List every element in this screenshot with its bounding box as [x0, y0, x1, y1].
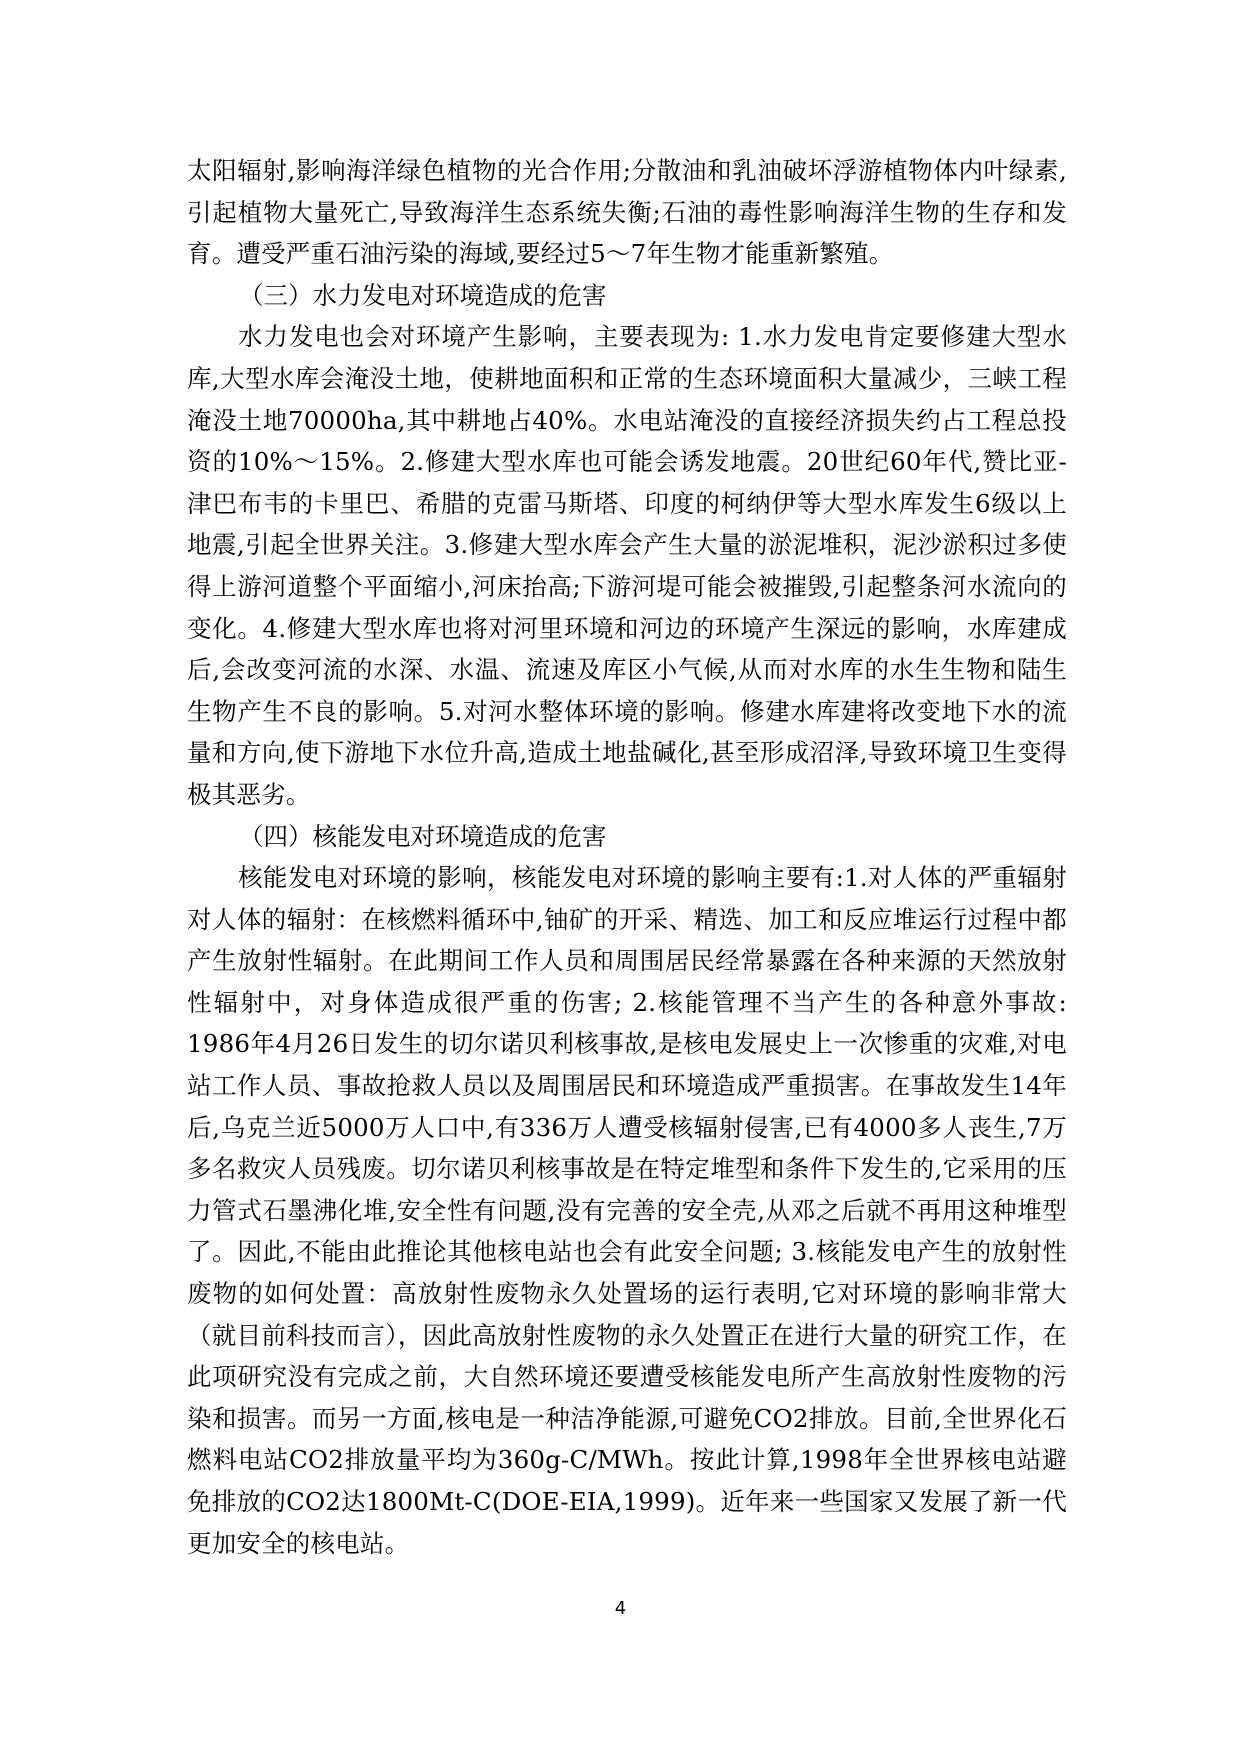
page-content: [187, 150, 1067, 1564]
paragraph-oil-pollution-continued: 太阳辐射,影响海洋绿色植物的光合作用;分散油和乳油破坏浮游植物体内叶绿素,引起植物大量死亡,导致海洋生态系统失衡;石油的毒性影响海洋生物的生存和发育。遭受严重石油污染的海域,要经过5～7年生物才能重新繁殖。: [187, 156, 1067, 269]
section-heading-hydropower: （三）水力发电对环境造成的危害: [239, 280, 607, 310]
paragraph-nuclear-impact: 核能发电对环境的影响，核能发电对环境的影响主要有:1.对人体的严重辐射对人体的辐射：在核燃料循环中,铀矿的开采、精选、加工和反应堆运行过程中都产生放射性辐射。在此期间工作人员和周围居民经常暴露在各种来源的天然放射性辐射中，对身体造成很严重的伤害; 2.核能管理不当产生的各种意外事故: 1986年4月26日发生的切尔诺贝利核事故,是核电发展史上一次惨重的灾难,对电站工作人员、事故抢救人员以及周围居民和环境造成严重损害。在事故发生14年后,乌克兰近5000万人口中,有336万人遭受核辐射侵害,已有4000多人丧生,7万多名救灾人员残废。切尔诺贝利核事故是在特定堆型和条件下发生的,它采用的压力管式石墨沸化堆,安全性有问题,没有完善的安全壳,从邓之后就不再用这种堆型了。因此,不能由此推论其他核电站也会有此安全问题; 3.核能发电产生的放射性废物的如何处置：高放射性废物永久处置场的运行表明,它对环境的影响非常大（就目前科技而言），因此高放射性废物的永久处置正在进行大量的研究工作，在此项研究没有完成之前，大自然环境还要遭受核能发电所产生高放射性废物的污染和损害。而另一方面,核电是一种洁净能源,可避免CO2排放。目前,全世界化石燃料电站CO2排放量平均为360g-C/MWh。按此计算,1998年全世界核电站避免排放的CO2达1800Mt-C(DOE-EIA,1999)。近年来一些国家又发展了新一代更加安全的核电站。: [187, 863, 1067, 1558]
paragraph-hydropower-impact: 水力发电也会对环境产生影响，主要表现为: 1.水力发电肯定要修建大型水库,大型水库会淹没土地，使耕地面积和正常的生态环境面积大量减少，三峡工程淹没土地70000ha,其中耕地占40%。水电站淹没的直接经济损失约占工程总投资的10%～15%。2.修建大型水库也可能会诱发地震。20世纪60年代,赞比亚-津巴布韦的卡里巴、希腊的克雷马斯塔、印度的柯纳伊等大型水库发生6级以上地震,引起全世界关注。3.修建大型水库会产生大量的淤泥堆积，泥沙淤积过多使得上游河道整个平面缩小,河床抬高;下游河堤可能会被摧毁,引起整条河水流向的变化。4.修建大型水库也将对河里环境和河边的环境产生深远的影响，水库建成后,会改变河流的水深、水温、流速及库区小气候,从而对水库的水生生物和陆生生物产生不良的影响。5.对河水整体环境的影响。修建水库建将改变地下水的流量和方向,使下游地下水位升高,造成土地盐碱化,甚至形成沼泽,导致环境卫生变得极其恶劣。: [187, 322, 1067, 809]
section-heading-nuclear: （四）核能发电对环境造成的危害: [239, 821, 607, 851]
page-number: 4: [614, 1598, 627, 1619]
